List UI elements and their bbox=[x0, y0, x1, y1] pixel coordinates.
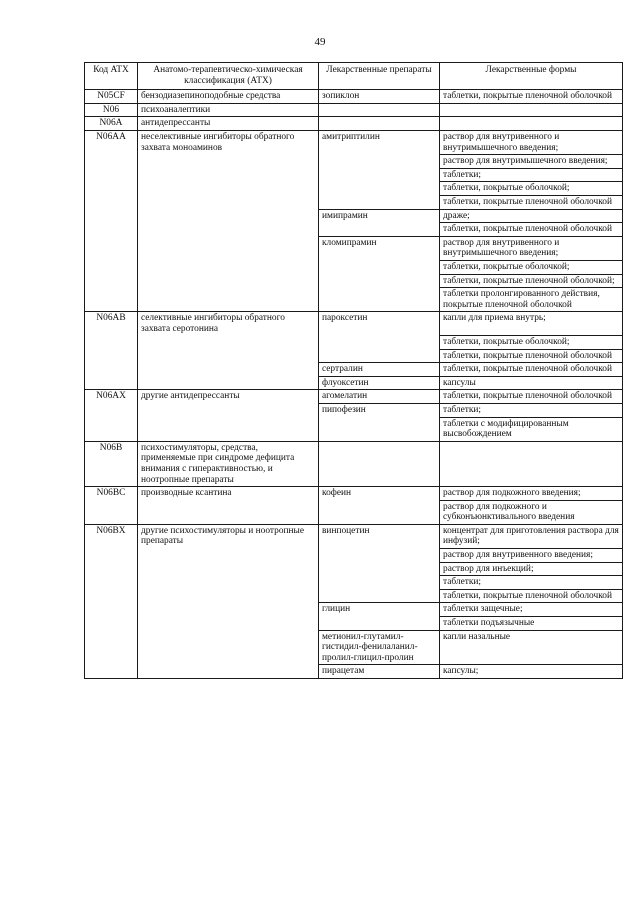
cell-form bbox=[440, 103, 623, 117]
table-header-row bbox=[85, 63, 623, 90]
cell-code bbox=[85, 403, 138, 417]
table-row bbox=[85, 182, 623, 196]
cell-code: N06AA bbox=[85, 130, 138, 154]
cell-code: N06 bbox=[85, 103, 138, 117]
cell-drug bbox=[319, 182, 440, 196]
table-row bbox=[85, 403, 623, 417]
cell-form: таблетки, покрытые пленочной оболочкой bbox=[440, 223, 623, 237]
cell-form: концентрат для приготовления раствора для инфузий; bbox=[440, 524, 623, 548]
cell-form: раствор для внутримышечного введения; bbox=[440, 155, 623, 169]
table-row bbox=[85, 589, 623, 603]
table-row bbox=[85, 130, 623, 154]
table-row bbox=[85, 549, 623, 563]
page-number: 49 bbox=[314, 36, 326, 48]
cell-drug bbox=[319, 168, 440, 182]
cell-classification bbox=[138, 335, 319, 349]
cell-form: капли назальные bbox=[440, 630, 623, 665]
cell-code bbox=[85, 223, 138, 237]
table-row bbox=[85, 500, 623, 524]
cell-drug: флуоксетин bbox=[319, 376, 440, 390]
cell-drug bbox=[319, 223, 440, 237]
cell-code bbox=[85, 168, 138, 182]
cell-form: таблетки подъязычные bbox=[440, 617, 623, 631]
table-row bbox=[85, 524, 623, 548]
table-row bbox=[85, 223, 623, 237]
cell-form: таблетки пролонгированного действия, покрытые пленочной оболочкой bbox=[440, 288, 623, 312]
header-classification: Анатомо-терапевтическо-химическая классификация (АТХ) bbox=[138, 63, 319, 90]
cell-drug: сертралин bbox=[319, 363, 440, 377]
cell-drug: глицин bbox=[319, 603, 440, 617]
cell-code bbox=[85, 603, 138, 617]
cell-drug bbox=[319, 549, 440, 563]
cell-form: раствор для внутривенного и внутримышечного введения; bbox=[440, 130, 623, 154]
cell-classification bbox=[138, 589, 319, 603]
cell-form: таблетки, покрытые оболочкой; bbox=[440, 335, 623, 349]
cell-drug bbox=[319, 103, 440, 117]
table-row bbox=[85, 117, 623, 131]
table-row bbox=[85, 630, 623, 665]
cell-form: раствор для подкожного введения; bbox=[440, 487, 623, 501]
cell-code bbox=[85, 155, 138, 169]
cell-classification: другие антидепрессанты bbox=[138, 390, 319, 404]
cell-code bbox=[85, 209, 138, 223]
cell-classification bbox=[138, 562, 319, 576]
cell-form: раствор для внутривенного введения; bbox=[440, 549, 623, 563]
cell-classification: производные ксантина bbox=[138, 487, 319, 501]
header-forms: Лекарственные формы bbox=[440, 63, 623, 90]
cell-code bbox=[85, 335, 138, 349]
cell-code bbox=[85, 236, 138, 260]
cell-code bbox=[85, 589, 138, 603]
cell-classification bbox=[138, 376, 319, 390]
cell-form: таблетки, покрытые пленочной оболочкой bbox=[440, 349, 623, 363]
cell-form: таблетки; bbox=[440, 403, 623, 417]
cell-form: раствор для инъекций; bbox=[440, 562, 623, 576]
table-body bbox=[85, 90, 623, 679]
cell-form: раствор для внутривенного и внутримышечного введения; bbox=[440, 236, 623, 260]
cell-form: таблетки, покрытые оболочкой; bbox=[440, 182, 623, 196]
header-code: Код ATX bbox=[85, 63, 138, 90]
cell-code: N06AX bbox=[85, 390, 138, 404]
header-drugs: Лекарственные препараты bbox=[319, 63, 440, 90]
cell-drug: кофеин bbox=[319, 487, 440, 501]
cell-code bbox=[85, 260, 138, 274]
cell-classification: другие психостимуляторы и ноотропные препараты bbox=[138, 524, 319, 548]
table-row bbox=[85, 349, 623, 363]
cell-code bbox=[85, 665, 138, 679]
cell-code: N05CF bbox=[85, 90, 138, 104]
cell-classification: неселективные ингибиторы обратного захвата моноаминов bbox=[138, 130, 319, 154]
cell-drug: амитриптилин bbox=[319, 130, 440, 154]
cell-classification bbox=[138, 403, 319, 417]
cell-code bbox=[85, 630, 138, 665]
cell-drug: пипофезин bbox=[319, 403, 440, 417]
cell-code bbox=[85, 500, 138, 524]
cell-classification bbox=[138, 182, 319, 196]
cell-classification bbox=[138, 349, 319, 363]
table-row bbox=[85, 441, 623, 486]
cell-classification bbox=[138, 617, 319, 631]
cell-classification bbox=[138, 274, 319, 288]
cell-classification bbox=[138, 209, 319, 223]
cell-classification bbox=[138, 195, 319, 209]
cell-drug: агомелатин bbox=[319, 390, 440, 404]
cell-code bbox=[85, 363, 138, 377]
cell-drug: винпоцетин bbox=[319, 524, 440, 548]
cell-drug: метионил-глутамил-гистидил-фенилаланил-пролил-глицил-пролин bbox=[319, 630, 440, 665]
cell-form: таблетки, покрытые пленочной оболочкой bbox=[440, 390, 623, 404]
cell-drug: пароксетин bbox=[319, 312, 440, 336]
cell-classification bbox=[138, 236, 319, 260]
cell-drug bbox=[319, 274, 440, 288]
table-row bbox=[85, 103, 623, 117]
cell-code: N06A bbox=[85, 117, 138, 131]
table-row bbox=[85, 90, 623, 104]
cell-classification: селективные ингибиторы обратного захвата серотонина bbox=[138, 312, 319, 336]
cell-drug bbox=[319, 589, 440, 603]
cell-form: таблетки защечные; bbox=[440, 603, 623, 617]
table-row bbox=[85, 288, 623, 312]
table-row bbox=[85, 665, 623, 679]
cell-form: раствор для подкожного и субконъюнктивального введения bbox=[440, 500, 623, 524]
cell-classification bbox=[138, 168, 319, 182]
cell-classification bbox=[138, 630, 319, 665]
cell-form: таблетки, покрытые пленочной оболочкой bbox=[440, 363, 623, 377]
table-row bbox=[85, 487, 623, 501]
cell-classification bbox=[138, 665, 319, 679]
table-row bbox=[85, 603, 623, 617]
cell-classification bbox=[138, 260, 319, 274]
cell-code bbox=[85, 549, 138, 563]
cell-classification: антидепрессанты bbox=[138, 117, 319, 131]
cell-classification bbox=[138, 363, 319, 377]
cell-code bbox=[85, 576, 138, 590]
cell-drug: зопиклон bbox=[319, 90, 440, 104]
cell-drug bbox=[319, 349, 440, 363]
cell-code: N06BX bbox=[85, 524, 138, 548]
cell-code bbox=[85, 195, 138, 209]
cell-code bbox=[85, 562, 138, 576]
cell-classification: бензодиазепиноподобные средства bbox=[138, 90, 319, 104]
cell-form: капсулы bbox=[440, 376, 623, 390]
table-row bbox=[85, 562, 623, 576]
cell-drug bbox=[319, 155, 440, 169]
table-row bbox=[85, 274, 623, 288]
table-row bbox=[85, 576, 623, 590]
cell-form bbox=[440, 441, 623, 486]
cell-classification: психоаналептики bbox=[138, 103, 319, 117]
cell-form: таблетки, покрытые оболочкой; bbox=[440, 260, 623, 274]
cell-code: N06BC bbox=[85, 487, 138, 501]
cell-classification: психостимуляторы, средства, применяемые при синдроме дефицита внимания с гиперактивностью, и ноотропные препараты bbox=[138, 441, 319, 486]
cell-drug bbox=[319, 500, 440, 524]
table-row bbox=[85, 209, 623, 223]
cell-drug bbox=[319, 335, 440, 349]
cell-code bbox=[85, 417, 138, 441]
cell-drug bbox=[319, 617, 440, 631]
table-row bbox=[85, 155, 623, 169]
cell-drug bbox=[319, 288, 440, 312]
table-row bbox=[85, 617, 623, 631]
cell-drug: кломипрамин bbox=[319, 236, 440, 260]
cell-code: N06AB bbox=[85, 312, 138, 336]
cell-drug: имипрамин bbox=[319, 209, 440, 223]
cell-drug bbox=[319, 260, 440, 274]
cell-form: драже; bbox=[440, 209, 623, 223]
cell-form bbox=[440, 117, 623, 131]
cell-code bbox=[85, 376, 138, 390]
table-row bbox=[85, 363, 623, 377]
table-row bbox=[85, 376, 623, 390]
cell-classification bbox=[138, 155, 319, 169]
cell-classification bbox=[138, 549, 319, 563]
cell-code bbox=[85, 617, 138, 631]
cell-drug bbox=[319, 576, 440, 590]
table-row bbox=[85, 335, 623, 349]
cell-drug bbox=[319, 117, 440, 131]
table-row bbox=[85, 195, 623, 209]
cell-classification bbox=[138, 500, 319, 524]
cell-code bbox=[85, 288, 138, 312]
cell-drug: пирацетам bbox=[319, 665, 440, 679]
cell-form: таблетки, покрытые пленочной оболочкой bbox=[440, 90, 623, 104]
table-row bbox=[85, 236, 623, 260]
cell-form: капли для приема внутрь; bbox=[440, 312, 623, 336]
cell-classification bbox=[138, 288, 319, 312]
cell-classification bbox=[138, 223, 319, 237]
atx-table bbox=[84, 62, 623, 679]
cell-form: таблетки; bbox=[440, 168, 623, 182]
table-row bbox=[85, 312, 623, 336]
cell-classification bbox=[138, 417, 319, 441]
table-row bbox=[85, 260, 623, 274]
table-row bbox=[85, 168, 623, 182]
cell-form: таблетки; bbox=[440, 576, 623, 590]
cell-drug bbox=[319, 441, 440, 486]
cell-code bbox=[85, 182, 138, 196]
cell-form: таблетки с модифицированным высвобождением bbox=[440, 417, 623, 441]
cell-code: N06B bbox=[85, 441, 138, 486]
cell-form: капсулы; bbox=[440, 665, 623, 679]
cell-drug bbox=[319, 195, 440, 209]
cell-form: таблетки, покрытые пленочной оболочкой; bbox=[440, 274, 623, 288]
cell-drug bbox=[319, 562, 440, 576]
cell-classification bbox=[138, 576, 319, 590]
cell-drug bbox=[319, 417, 440, 441]
table-row bbox=[85, 417, 623, 441]
cell-form: таблетки, покрытые пленочной оболочкой bbox=[440, 589, 623, 603]
table-row bbox=[85, 390, 623, 404]
cell-code bbox=[85, 274, 138, 288]
cell-form: таблетки, покрытые пленочной оболочкой bbox=[440, 195, 623, 209]
cell-code bbox=[85, 349, 138, 363]
cell-classification bbox=[138, 603, 319, 617]
